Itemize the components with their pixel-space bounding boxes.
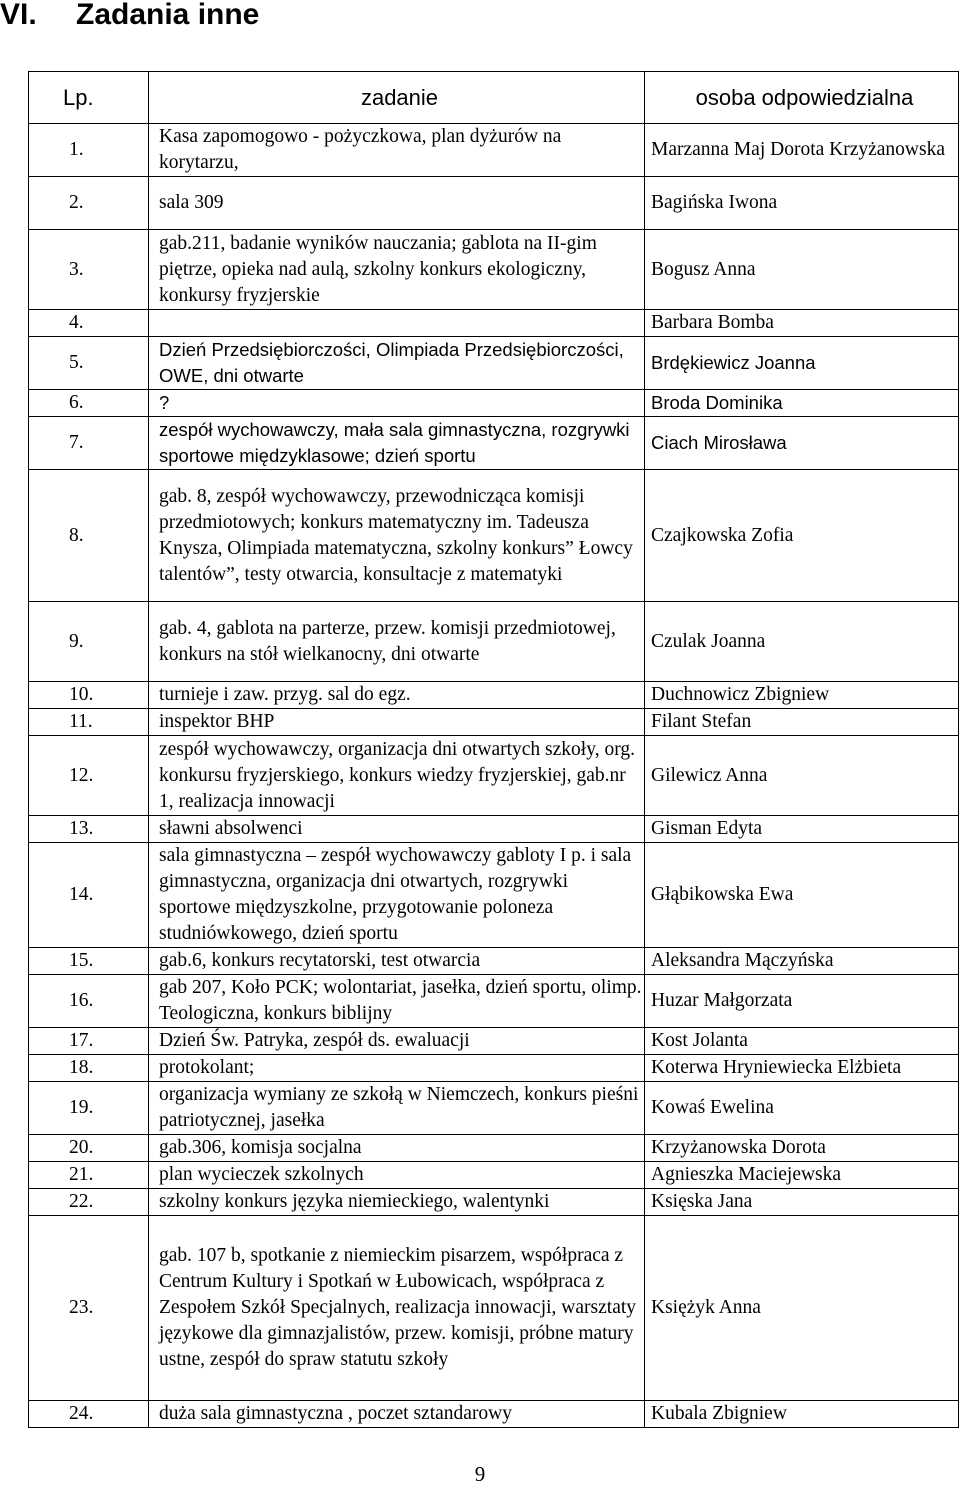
row-task: gab. 107 b, spotkanie z niemieckim pisarzem, współpraca z Centrum Kultury i Spotkań w Łubowicach, współpraca z Zespołem Szkół Specjalnych, realizacja innowacji, warsztaty językowe dla gimnazjalistów, przew. komisji, próbne matury ustne, zespół do spraw statutu szkoły — [149, 1216, 645, 1401]
table-row — [29, 470, 959, 602]
row-number: 20. — [29, 1135, 149, 1162]
row-task: ? — [149, 390, 645, 417]
table-row — [29, 948, 959, 975]
table-row — [29, 816, 959, 843]
row-task: szkolny konkurs języka niemieckiego, walentynki — [149, 1189, 645, 1216]
row-task: Dzień Św. Patryka, zespół ds. ewaluacji — [149, 1028, 645, 1055]
row-number: 7. — [29, 417, 149, 470]
row-person: Głąbikowska Ewa — [645, 843, 959, 948]
row-task: organizacja wymiany ze szkołą w Niemczech, konkurs pieśni patriotycznej, jasełka — [149, 1082, 645, 1135]
row-number: 19. — [29, 1082, 149, 1135]
table-row — [29, 975, 959, 1028]
row-task: sławni absolwenci — [149, 816, 645, 843]
row-person: Duchnowicz Zbigniew — [645, 682, 959, 709]
row-person: Księska Jana — [645, 1189, 959, 1216]
table-row — [29, 709, 959, 736]
row-task: protokolant; — [149, 1055, 645, 1082]
row-number: 5. — [29, 337, 149, 390]
table-row — [29, 230, 959, 310]
row-person: Czulak Joanna — [645, 602, 959, 682]
row-task: sala gimnastyczna – zespół wychowawczy gabloty I p. i sala gimnastyczna, organizacja dni otwartych, rozgrywki sportowe międzyszkolne, przygotowanie poloneza studniówkowego, dzień sportu — [149, 843, 645, 948]
table-row — [29, 1082, 959, 1135]
row-person: Filant Stefan — [645, 709, 959, 736]
row-task: gab.6, konkurs recytatorski, test otwarcia — [149, 948, 645, 975]
row-person: Broda Dominika — [645, 390, 959, 417]
row-person: Gisman Edyta — [645, 816, 959, 843]
row-task: zespół wychowawczy, organizacja dni otwartych szkoły, org. konkursu fryzjerskiego, konkurs wiedzy fryzjerskiej, gab.nr 1, realizacja innowacji — [149, 736, 645, 816]
row-number: 24. — [29, 1401, 149, 1428]
row-task: gab.306, komisja socjalna — [149, 1135, 645, 1162]
row-number: 6. — [29, 390, 149, 417]
table-row — [29, 1055, 959, 1082]
section-number: VI. — [0, 0, 37, 31]
table-row — [29, 1135, 959, 1162]
table-row — [29, 736, 959, 816]
row-number: 18. — [29, 1055, 149, 1082]
row-number: 11. — [29, 709, 149, 736]
row-task: duża sala gimnastyczna , poczet sztandarowy — [149, 1401, 645, 1428]
header-person: osoba odpowiedzialna — [645, 72, 959, 124]
row-task: turnieje i zaw. przyg. sal do egz. — [149, 682, 645, 709]
row-number: 23. — [29, 1216, 149, 1401]
row-number: 17. — [29, 1028, 149, 1055]
table-row — [29, 1189, 959, 1216]
table-row — [29, 682, 959, 709]
table-row — [29, 843, 959, 948]
table-row — [29, 1401, 959, 1428]
table-row — [29, 177, 959, 230]
row-person: Huzar Małgorzata — [645, 975, 959, 1028]
row-number: 3. — [29, 230, 149, 310]
table-row — [29, 417, 959, 470]
table-row — [29, 337, 959, 390]
row-person: Ciach Mirosława — [645, 417, 959, 470]
row-person: Koterwa Hryniewiecka Elżbieta — [645, 1055, 959, 1082]
row-task: gab. 4, gablota na parterze, przew. komisji przedmiotowej, konkurs na stół wielkanocny, dni otwarte — [149, 602, 645, 682]
row-person: Kost Jolanta — [645, 1028, 959, 1055]
table-row — [29, 1216, 959, 1401]
table-header-row — [29, 72, 959, 124]
row-task: plan wycieczek szkolnych — [149, 1162, 645, 1189]
row-person: Gilewicz Anna — [645, 736, 959, 816]
row-number: 16. — [29, 975, 149, 1028]
row-task: inspektor BHP — [149, 709, 645, 736]
row-person: Bogusz Anna — [645, 230, 959, 310]
row-task: gab. 8, zespół wychowawczy, przewodnicząca komisji przedmiotowych; konkurs matematyczny im. Tadeusza Knysza, Olimpiada matematyczna, szkolny konkurs” Łowcy talentów”, testy otwarcia, konsultacje z matematyki — [149, 470, 645, 602]
row-task: gab 207, Koło PCK; wolontariat, jasełka, dzień sportu, olimp. Teologiczna, konkurs biblijny — [149, 975, 645, 1028]
row-number: 21. — [29, 1162, 149, 1189]
table-row — [29, 602, 959, 682]
table-body — [29, 124, 959, 1428]
row-number: 10. — [29, 682, 149, 709]
row-person: Bagińska Iwona — [645, 177, 959, 230]
table-row — [29, 1028, 959, 1055]
row-task: gab.211, badanie wyników nauczania; gablota na II-gim piętrze, opieka nad aulą, szkolny konkurs ekologiczny, konkursy fryzjerskie — [149, 230, 645, 310]
header-lp: Lp. — [29, 72, 149, 124]
row-person: Krzyżanowska Dorota — [645, 1135, 959, 1162]
row-number: 4. — [29, 310, 149, 337]
row-number: 8. — [29, 470, 149, 602]
row-person: Księżyk Anna — [645, 1216, 959, 1401]
row-task — [149, 310, 645, 337]
section-heading — [0, 0, 259, 32]
row-number: 22. — [29, 1189, 149, 1216]
row-number: 14. — [29, 843, 149, 948]
row-number: 2. — [29, 177, 149, 230]
row-task: zespół wychowawczy, mała sala gimnastyczna, rozgrywki sportowe międzyklasowe; dzień sportu — [149, 417, 645, 470]
row-number: 1. — [29, 124, 149, 177]
table-row — [29, 390, 959, 417]
row-number: 9. — [29, 602, 149, 682]
row-task: Kasa zapomogowo - pożyczkowa, plan dyżurów na korytarzu, — [149, 124, 645, 177]
row-person: Agnieszka Maciejewska — [645, 1162, 959, 1189]
row-person: Barbara Bomba — [645, 310, 959, 337]
header-task: zadanie — [149, 72, 645, 124]
row-task: sala 309 — [149, 177, 645, 230]
row-number: 15. — [29, 948, 149, 975]
row-number: 13. — [29, 816, 149, 843]
row-person: Aleksandra Mączyńska — [645, 948, 959, 975]
row-person: Czajkowska Zofia — [645, 470, 959, 602]
row-number: 12. — [29, 736, 149, 816]
tasks-table — [28, 71, 959, 1428]
row-person: Brdękiewicz Joanna — [645, 337, 959, 390]
table-row — [29, 1162, 959, 1189]
row-task: Dzień Przedsiębiorczości, Olimpiada Przedsiębiorczości, OWE, dni otwarte — [149, 337, 645, 390]
table-row — [29, 310, 959, 337]
section-title: Zadania inne — [76, 0, 260, 31]
row-person: Kubala Zbigniew — [645, 1401, 959, 1428]
page-number: 9 — [474, 1462, 486, 1486]
row-person: Marzanna Maj Dorota Krzyżanowska — [645, 124, 959, 177]
row-person: Kowaś Ewelina — [645, 1082, 959, 1135]
table-row — [29, 124, 959, 177]
